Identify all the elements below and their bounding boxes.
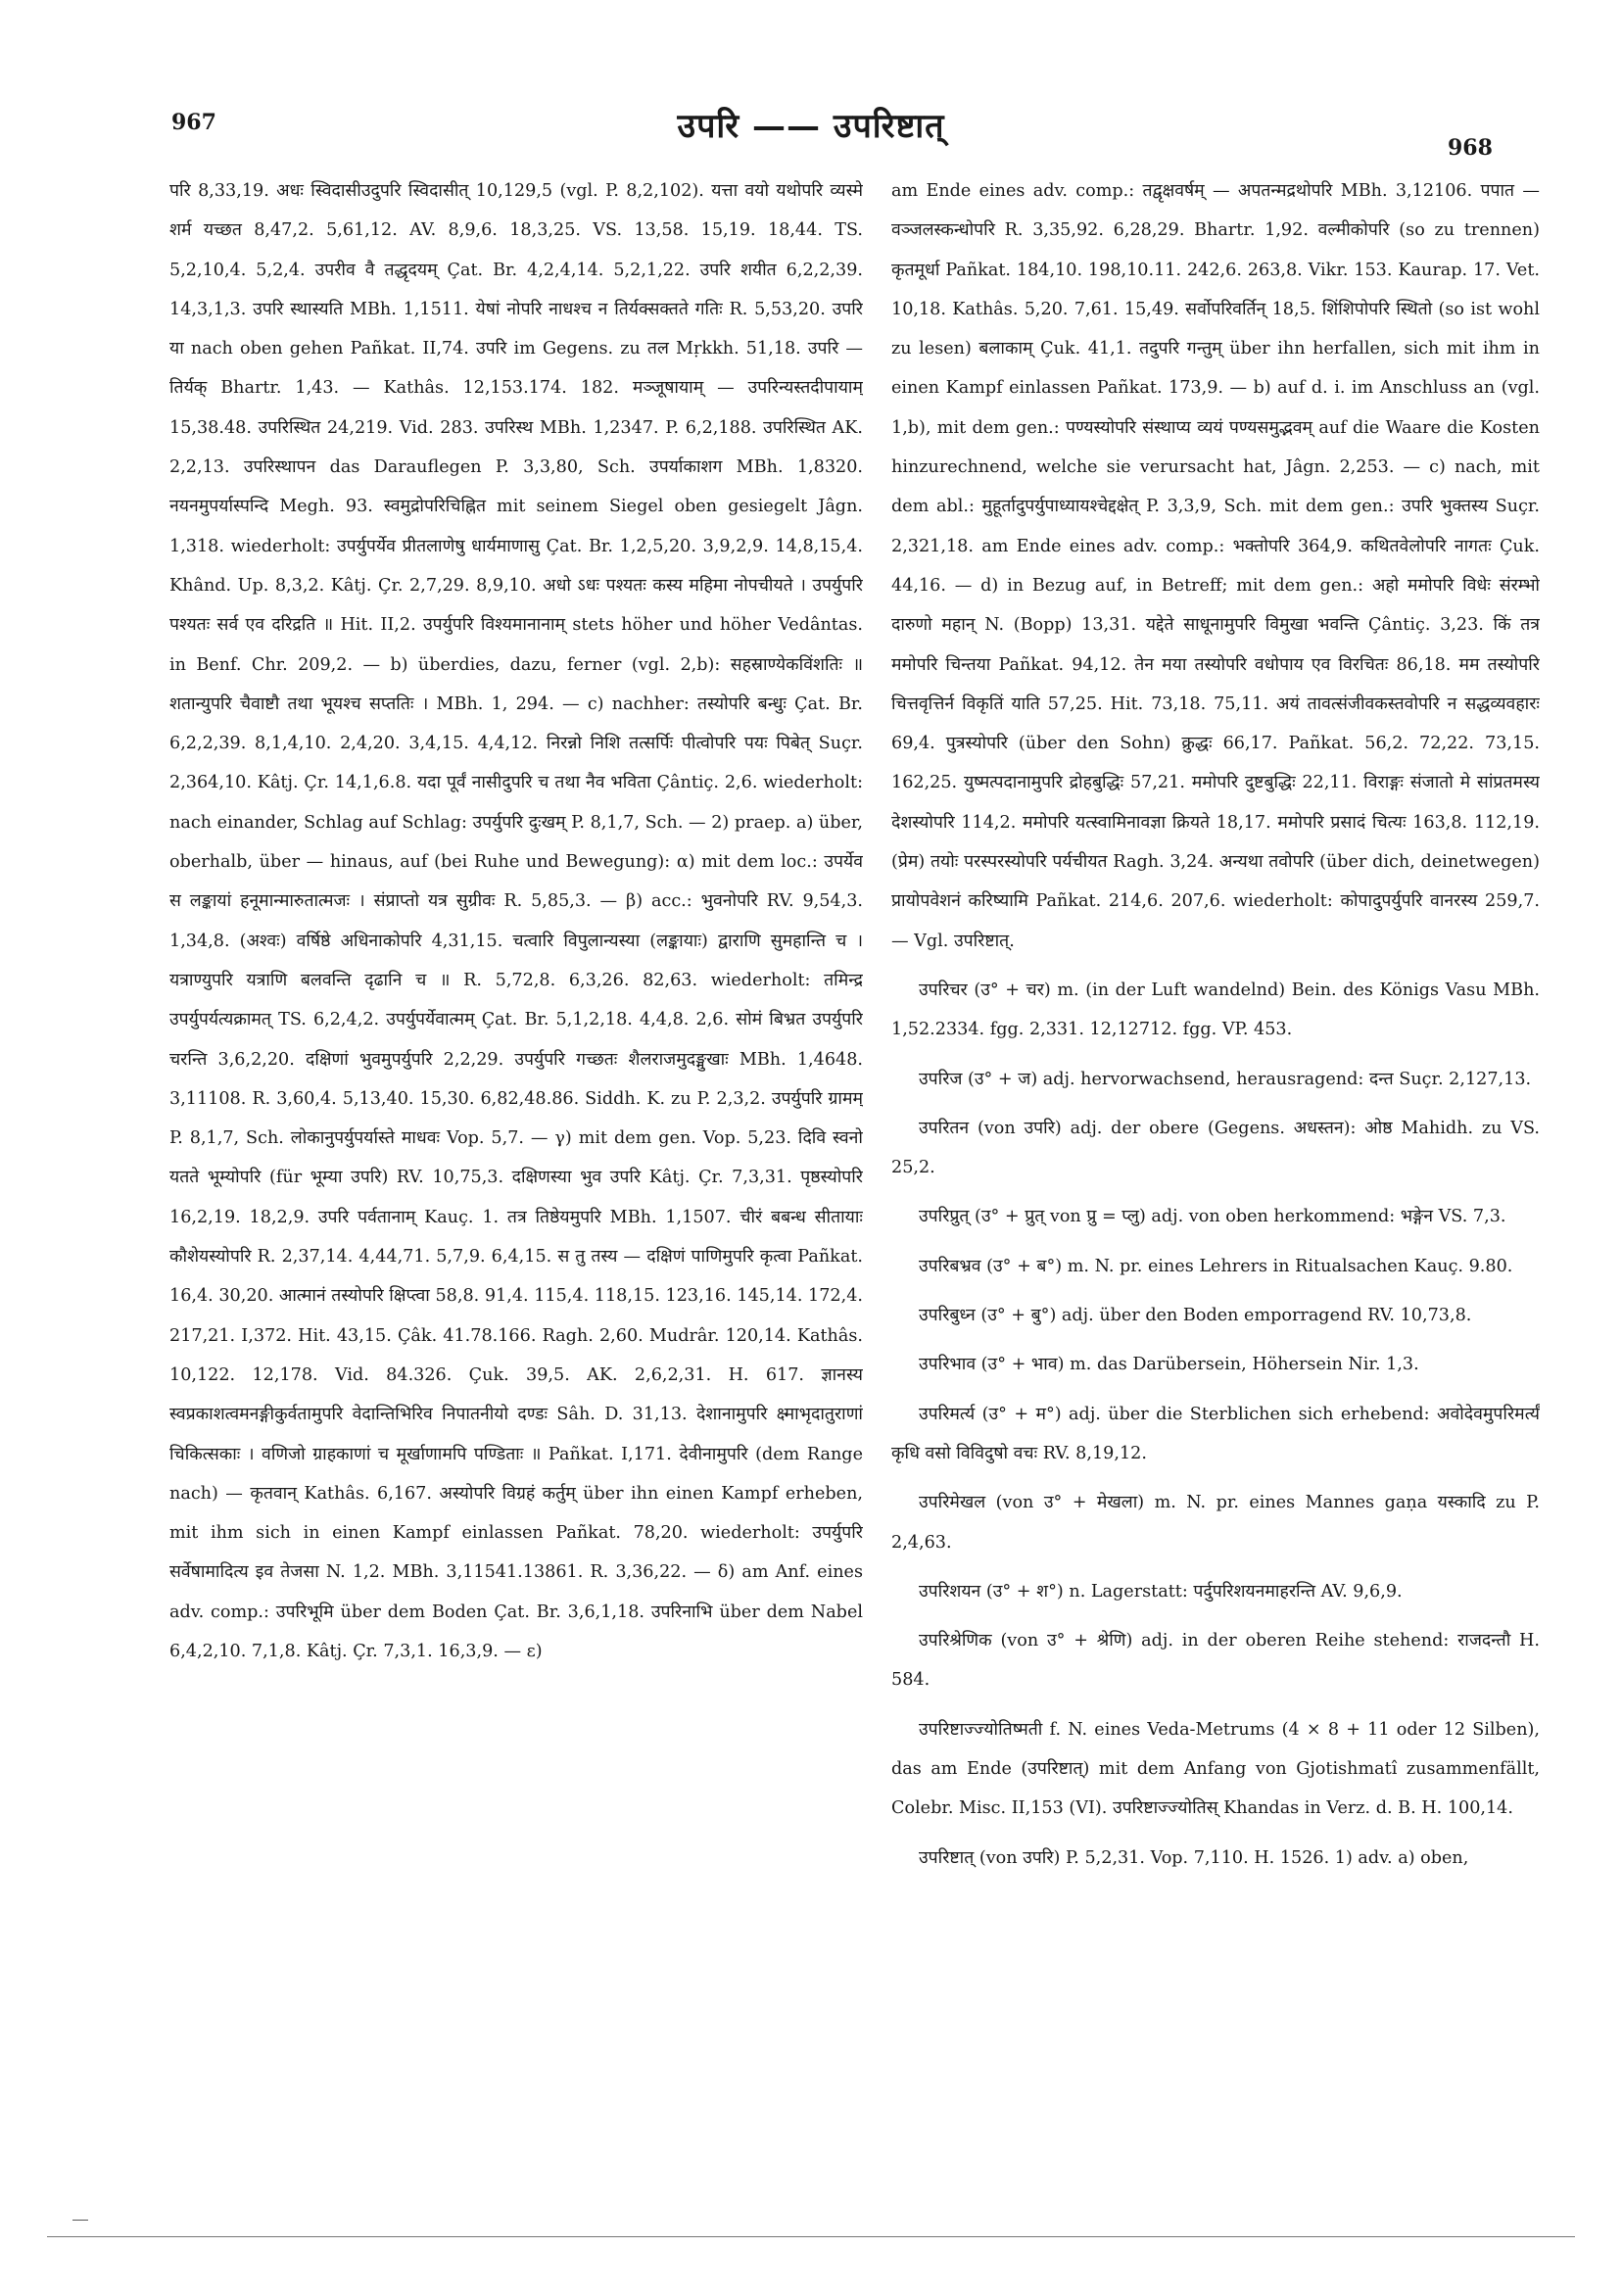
page-number-right: 968: [1448, 135, 1493, 161]
margin-mark: [72, 2220, 88, 2221]
page-number-left: 967: [171, 110, 216, 135]
bottom-rule: [47, 2236, 1575, 2237]
entry-uparicara: उपरिचर (उ° + चर) m. (in der Luft wandelnd) Bein. des Königs Vasu MBh. 1,52.2334. fgg. 2,331. 12,12712. fgg. VP. 453.: [891, 980, 1540, 1040]
left-paragraph: परि 8,33,19. अधः स्विदासीउदुपरि स्विदासीत् 10,129,5 (vgl. P. 8,2,102). यत्ता वयो यथोपरि व्यस्मे शर्म यच्छत 8,47,2. 5,61,12. AV. 8,9,6. 18,3,25. VS. 13,58. 15,19. 18,44. TS. 5,2,10,4. 5,2,4. उपरीव वै तद्धृदयम् Çat. Br. 4,2,4,14. 5,2,1,22. उपरि शयीत 6,2,2,39. 14,3,1,3. उपरि स्थास्यति MBh. 1,1511. येषां नोपरि नाधश्च न तिर्यक्सक्तते गतिः R. 5,53,20. उपरि या nach oben gehen Pañkat. II,74. उपरि im Gegens. zu तल Mṛkkh. 51,18. उपरि — तिर्यक् Bhartr. 1,43. — Kathâs. 12,153.174. 182. मञ्जूषायाम् — उपरिन्यस्तदीपायाम् 15,38.48. उपरिस्थित 24,219. Vid. 283. उपरिस्थ MBh. 1,2347. P. 6,2,188. उपरिस्थित AK. 2,2,13. उपरिस्थापन das Darauflegen P. 3,3,80, Sch. उपर्याकाशग MBh. 1,8320. नयनमुपर्यास्पन्दि Megh. 93. स्वमुद्रोपरिचिह्नित mit seinem Siegel oben gesiegelt Jâgn. 1,318. wiederholt: उपर्युपर्येव प्रीतलाणेषु धार्यमाणासु Çat. Br. 1,2,5,20. 3,9,2,9. 14,8,15,4. Khând. Up. 8,3,2. Kâtj. Çr. 2,7,29. 8,9,10. अधो ऽधः पश्यतः कस्य महिमा नोपचीयते । उपर्युपरि पश्यतः सर्व एव दरिद्रति ॥ Hit. II,2. उपर्युपरि विश्यमानानाम् stets höher und höher Vedântas. in Benf. Chr. 209,2. — b) überdies, dazu, ferner (vgl. 2,b): सहस्राण्येकविंशतिः ॥ शतान्युपरि चैवाष्टौ तथा भूयश्च सप्ततिः । MBh. 1, 294. — c) nachher: तस्योपरि बन्धुः Çat. Br. 6,2,2,39. 8,1,4,10. 2,4,20. 3,4,15. 4,4,12. निरन्नो निशि तत्सर्पिः पीत्वोपरि पयः पिबेत् Suçr. 2,364,10. Kâtj. Çr. 14,1,6.8. यदा पूर्वं नासीदुपरि च तथा नैव भविता Çântiç. 2,6. wiederholt: nach einander, Schlag auf Schlag: उपर्युपरि दुःखम् P. 8,1,7, Sch. — 2) praep. a) über, oberhalb, über — hinaus, auf (bei Ruhe und Bewegung): α) mit dem loc.: उपर्येव स लङ्कायां हनूमान्मारुतात्मजः । संप्राप्तो यत्र सुग्रीवः R. 5,85,3. — β) acc.: भुवनोपरि RV. 9,54,3. 1,34,8. (अश्वः) वर्षिष्ठे अधिनाकोपरि 4,31,15. चत्वारि विपुलान्यस्या (लङ्कायाः) द्वाराणि सुमहान्ति च । यत्राण्युपरि यत्राणि बलवन्ति दृढानि च ॥ R. 5,72,8. 6,3,26. 82,63. wiederholt: तमिन्द्र उपर्युपर्यत्यक्रामत् TS. 6,2,4,2. उपर्युपर्येवात्मम् Çat. Br. 5,1,2,18. 4,4,8. 2,6. सोमं बिभ्रत उपर्युपरि चरन्ति 3,6,2,20. दक्षिणां भुवमुपर्युपरि 2,2,29. उपर्युपरि गच्छतः शैलराजमुदङ्मुखाः MBh. 1,4648. 3,11108. R. 3,60,4. 5,13,40. 15,30. 6,82,48.86. Siddh. K. zu P. 2,3,2. उपर्युपरि ग्रामम् P. 8,1,7, Sch. लोकानुपर्युपर्यास्ते माधवः Vop. 5,7. — γ) mit dem gen. Vop. 5,23. दिवि स्वनो यतते भूम्योपरि (für भूम्या उपरि) RV. 10,75,3. दक्षिणस्या भुव उपरि Kâtj. Çr. 7,3,31. पृष्ठस्योपरि 16,2,19. 18,2,9. उपरि पर्वतानाम् Kauç. 1. तत्र तिष्ठेयमुपरि MBh. 1,1507. चीरं बबन्ध सीतायाः कौशेयस्योपरि R. 2,37,14. 4,44,71. 5,7,9. 6,4,15. स तु तस्य — दक्षिणं पाणिमुपरि कृत्वा Pañkat. 16,4. 30,20. आत्मानं तस्योपरि क्षिप्त्वा 58,8. 91,4. 115,4. 118,15. 123,16. 145,14. 172,4. 217,21. I,372. Hit. 43,15. Çâk. 41.78.166. Ragh. 2,60. Mudrâr. 120,14. Kathâs. 10,122. 12,178. Vid. 84.326. Çuk. 39,5. AK. 2,6,2,31. H. 617. ज्ञानस्य स्वप्रकाशत्वमनङ्गीकुर्वतामुपरि वेदान्तिभिरिव निपातनीयो दण्डः Sâh. D. 31,13. देशानामुपरि क्ष्माभृदातुराणां चिकित्सकाः । वणिजो ग्राहकाणां च मूर्खाणामपि पण्डिताः ॥ Pañkat. I,171. देवीनामुपरि (dem Range nach) — कृतवान् Kathâs. 6,167. अस्योपरि विग्रहं कर्तुम् über ihn einen Kampf erheben, mit ihm sich in einen Kampf einlassen Pañkat. 78,20. wiederholt: उपर्युपरि सर्वेषामादित्य इव तेजसा N. 1,2. MBh. 3,11541.13861. R. 3,36,22. — δ) am Anf. eines adv. comp.: उपरिभूमि über dem Boden Çat. Br. 3,6,1,18. उपरिनाभि über dem Nabel 6,4,2,10. 7,1,8. Kâtj. Çr. 7,3,1. 16,3,9. — ε): [169, 181, 863, 1661]
entry-uparibabhrava: उपरिबभ्रव (उ° + ब°) m. N. pr. eines Lehrers in Ritualsachen Kauç. 9.80.: [919, 1256, 1513, 1276]
entry-uparishtat: उपरिष्टात् (von उपरि) P. 5,2,31. Vop. 7,110. H. 1526. 1) adv. a) oben,: [919, 1847, 1469, 1868]
entry-uparimartya: उपरिमर्त्य (उ° + म°) adj. über die Sterblichen sich erhebend: अवोदेवमुपरिमर्त्यं कृधि वसो विविदुषो वचः RV. 8,19,12.: [891, 1404, 1540, 1463]
entry-upariprut: उपरिप्रुत् (उ° + प्रुत् von प्रु = प्लु) adj. von oben herkommend: भङ्गेन VS. 7,3.: [919, 1207, 1506, 1227]
entry-uparishrenika: उपरिश्रेणिक (von उ° + श्रेणि) adj. in der oberen Reihe stehend: राजदन्तौ H. 584.: [891, 1631, 1540, 1691]
entry-uparibudhna: उपरिबुध्न (उ° + बु°) adj. über den Boden emporragend RV. 10,73,8.: [919, 1306, 1472, 1326]
right-column: [891, 171, 1540, 2062]
left-column: [169, 171, 863, 2062]
entry-uparitana: उपरितन (von उपरि) adj. der obere (Gegens. अधस्तन): ओष्ठ Mahidh. zu VS. 25,2.: [891, 1118, 1540, 1178]
entry-uparibhava: उपरिभाव (उ° + भाव) m. das Darübersein, Höhersein Nir. 1,3.: [919, 1355, 1419, 1375]
entry-uparishayana: उपरिशयन (उ° + श°) n. Lagerstatt: पर्दुपरिशयनमाहरन्ति AV. 9,6,9.: [919, 1581, 1403, 1602]
entry-uparishtajjyotishmati: उपरिष्टाज्ज्योतिष्मती f. N. eines Veda-Metrums (4 × 8 + 11 oder 12 Silben), das am Ende (उपरिष्टात्) mit dem Anfang von Gjotishmatî zusammenfällt, Colebr. Misc. II,153 (VI). उपरिष्टाज्ज्योतिस् Khandas in Verz. d. B. H. 100,14.: [891, 1719, 1540, 1819]
entry-uparimekhala: उपरिमेखल (von उ° + मेखला) m. N. pr. eines Mannes gaṇa यस्कादि zu P. 2,4,63.: [891, 1493, 1540, 1553]
entry-uparija: उपरिज (उ° + ज) adj. hervorwachsend, herausragend: दन्त Suçr. 2,127,13.: [919, 1069, 1532, 1089]
right-paragraph: am Ende eines adv. comp.: तद्वृक्षवर्षम् — अपतन्मद्रथोपरि MBh. 3,12106. पपात — वञ्जलस्कन्धोपरि R. 3,35,92. 6,28,29. Bhartr. 1,92. वल्मीकोपरि (so zu trennen) कृतमूर्धा Pañkat. 184,10. 198,10.11. 242,6. 263,8. Vikr. 153. Kaurap. 17. Vet. 10,18. Kathâs. 5,20. 7,61. 15,49. सर्वोपरिवर्तिन् 18,5. शिंशिपोपरि स्थितो (so ist wohl zu lesen) बलाकाम् Çuk. 41,1. तदुपरि गन्तुम् über ihn herfallen, sich mit ihm in einen Kampf einlassen Pañkat. 173,9. — b) auf d. i. im Anschluss an (vgl. 1,b), mit dem gen.: पण्यस्योपरि संस्थाप्य व्ययं पण्यसमुद्भवम् auf die Waare die Kosten hinzurechnend, welche sie verursacht hat, Jâgn. 2,253. — c) nach, mit dem abl.: मुहूर्तादुपर्युपाध्यायश्चेद्दक्षेत् P. 3,3,9, Sch. mit dem gen.: उपरि भुक्तस्य Suçr. 2,321,18. am Ende eines adv. comp.: भक्तोपरि 364,9. कथितवेलोपरि नागतः Çuk. 44,16. — d) in Bezug auf, in Betreff; mit dem gen.: अहो ममोपरि विधेः संरम्भो दारुणो महान् N. (Bopp) 13,31. यद्देते साधूनामुपरि विमुखा भवन्ति Çântiç. 3,23. किं तत्र ममोपरि चिन्तया Pañkat. 94,12. तेन मया तस्योपरि वधोपाय एव विरचितः 86,18. मम तस्योपरि चित्तवृत्तिर्न विकृतिं याति 57,25. Hit. 73,18. 75,11. अयं तावत्संजीवकस्तवोपरि न सद्धव्यवहारः 69,4. पुत्रस्योपरि (über den Sohn) क्रुद्धः 66,17. Pañkat. 56,2. 72,22. 73,15. 162,25. युष्मत्पदानामुपरि द्रोहबुद्धिः 57,21. ममोपरि दुष्टबुद्धिः 22,11. विराङ्गः संजातो मे सांप्रतमस्य देशस्योपरि 114,2. ममोपरि यत्स्वामिनावज्ञा क्रियते 18,17. ममोपरि प्रसादं चित्यः 163,8. 112,19. (प्रेम) तयोः परस्परस्योपरि पर्यचीयत Ragh. 3,24. अन्यथा तवोपरि (über dich, deinetwegen) प्रायोपवेशनं करिष्यामि Pañkat. 214,6. 207,6. wiederholt: कोपादुपर्युपरि वानरस्य 259,7. — Vgl. उपरिष्टात्.: [891, 181, 1540, 951]
running-title: उपरि —— उपरिष्टात्: [677, 107, 945, 146]
